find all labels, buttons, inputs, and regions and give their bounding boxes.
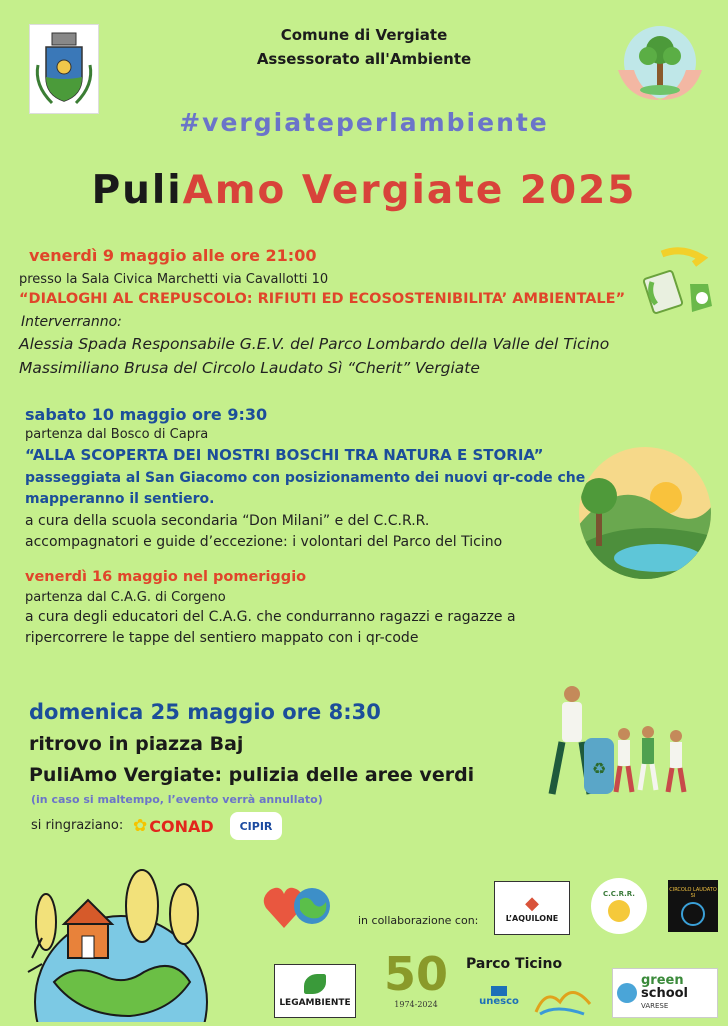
event2-desc1: passeggiata al San Giacomo con posizionamento dei nuovi qr-code che (25, 470, 586, 486)
globe-icon (681, 902, 705, 926)
green-school-icon (617, 983, 637, 1003)
cipir-text: CIPIR (239, 819, 273, 833)
school-text: school (641, 985, 689, 1001)
unesco-text: unesco (479, 996, 519, 1007)
parco-ticino-text: Parco Ticino (466, 956, 563, 972)
varese-text: VARESE (641, 1001, 669, 1010)
cipir-logo (230, 812, 282, 840)
event2-care: a cura della scuola secondaria “Don Milani” e del C.C.R.R. (25, 513, 430, 529)
event1-speaker1: Alessia Spada Responsabile G.E.V. del Parco Lombardo della Valle del Ticino (19, 335, 610, 353)
event3-desc2: ripercorrere le tappe del sentiero mappato con i qr-code (25, 630, 419, 646)
parco-ticino-logo (466, 952, 596, 976)
green-school-wordmark (641, 974, 688, 1013)
svg-text:♻: ♻ (591, 759, 607, 778)
ccrr-logo (591, 878, 647, 934)
event2-desc2: mapperanno il sentiero. (25, 491, 215, 507)
hashtag: #vergiateperlambiente (179, 108, 549, 137)
kite-icon: ◆ (525, 893, 539, 914)
tree-in-hands-icon (612, 22, 708, 106)
ticino-val-grande-logo (530, 982, 596, 1018)
event3-date: venerdì 16 maggio nel pomeriggio (25, 569, 307, 585)
laudato-si-logo (668, 880, 718, 932)
event3-place: partenza dal C.A.G. di Corgeno (25, 590, 226, 605)
cleanup-people-illustration (528, 680, 703, 805)
event4-date: domenica 25 maggio ore 8:30 (29, 700, 381, 724)
event4-meet: ritrovo in piazza Baj (29, 733, 244, 755)
event2-guides: accompagnatori e guide d’eccezione: i volontari del Parco del Ticino (25, 534, 503, 550)
fifty-text: 50 (383, 947, 448, 1001)
green-school-logo (612, 968, 718, 1018)
event1-date: venerdì 9 maggio alle ore 21:00 (29, 246, 317, 265)
earth-house-illustration (24, 862, 218, 1022)
title-part2: Amo Vergiate 2025 (182, 168, 637, 213)
legambiente-leaf-icon (304, 974, 326, 994)
aquilone-text: L’AQUILONE (505, 914, 559, 923)
conad-text: CONAD (149, 816, 214, 836)
page-title (0, 168, 728, 213)
event2-place: partenza dal Bosco di Capra (25, 427, 209, 442)
thanks-label: si ringraziano: (31, 818, 124, 833)
event1-name: “DIALOGHI AL CREPUSCOLO: RIFIUTI ED ECOSOSTENIBILITA’ AMBIENTALE” (19, 291, 626, 307)
landscape-illustration (578, 446, 712, 580)
collab-label: in collaborazione con: (358, 914, 479, 927)
event3-desc1: a cura degli educatori del C.A.G. che condurranno ragazzi e ragazze a (25, 609, 516, 625)
fifty-years-logo (370, 948, 462, 1018)
ccrr-text: C.C.R.R. (603, 890, 635, 898)
sunflower-icon: ✿ (133, 816, 148, 836)
green-text: green (641, 972, 684, 988)
event1-speakers-label: Interverranno: (21, 314, 122, 330)
event4-name: PuliAmo Vergiate: pulizia delle aree verdi (29, 764, 475, 786)
unesco-icon (491, 986, 507, 996)
laudato-text: CIRCOLO LAUDATO SI (669, 886, 717, 899)
title-part1: Puli (91, 168, 183, 213)
legambiente-logo (274, 964, 356, 1018)
chick-icon (608, 900, 630, 922)
event1-place: presso la Sala Civica Marchetti via Cavallotti 10 (19, 272, 329, 287)
event2-name: “ALLA SCOPERTA DEI NOSTRI BOSCHI TRA NATURA E STORIA” (25, 446, 544, 464)
heart-earth-icon (262, 884, 334, 932)
years-text: 1974-2024 (394, 1000, 438, 1009)
municipality-name: Comune di Vergiate (280, 26, 448, 44)
event4-note: (in caso si maltempo, l’evento verrà annullato) (31, 793, 323, 806)
recycling-icon (640, 244, 718, 320)
legambiente-text: LEGAMBIENTE (279, 998, 351, 1008)
aquilone-logo (494, 881, 570, 935)
department-name: Assessorato all'Ambiente (256, 50, 472, 68)
event1-speaker2: Massimiliano Brusa del Circolo Laudato Sì “Cherit” Vergiate (19, 359, 480, 377)
unesco-logo (474, 986, 524, 1016)
event2-date: sabato 10 maggio ore 9:30 (25, 405, 268, 424)
conad-logo (133, 815, 215, 837)
